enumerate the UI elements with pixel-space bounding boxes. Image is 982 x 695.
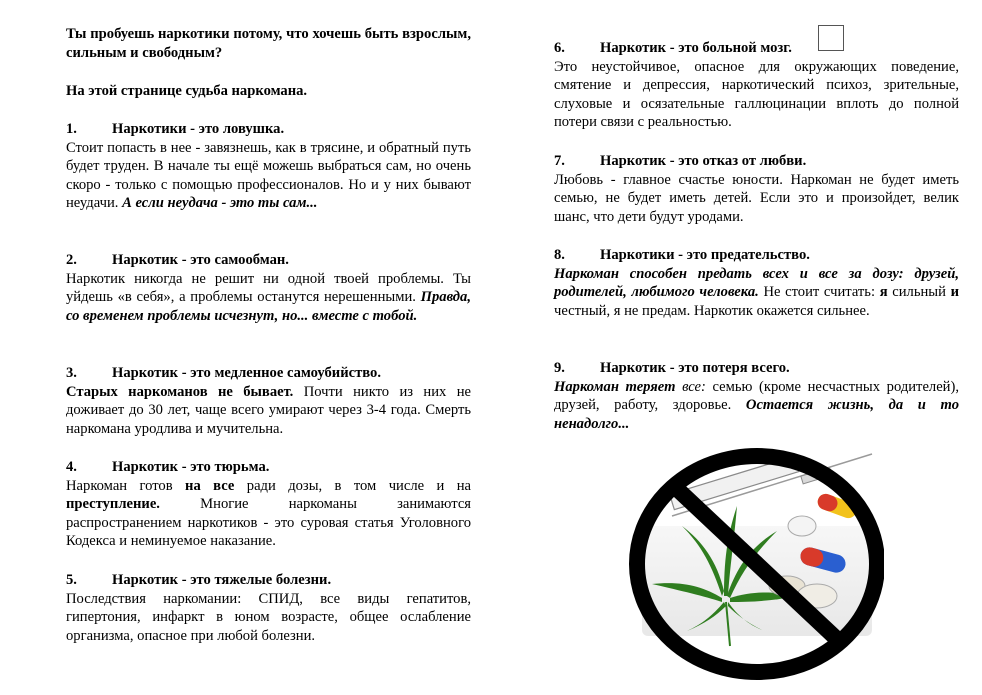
section-6-number: 6. [554, 40, 565, 56]
section-1 [66, 120, 471, 213]
section-4-title: Наркотик - это тюрьма. [112, 459, 270, 475]
section-8 [554, 246, 959, 320]
section-6 [554, 39, 959, 132]
section-2-emphasis: Правда, со временем проблемы исчезнут, но... вместе с тобой. [66, 289, 471, 324]
section-3-number: 3. [66, 365, 77, 381]
section-6-body: Это неустойчивое, опасное для окружающих поведение, смятение и депрессия, наркотический психоз, зрительные, слуховые и осязательные галлюцинации вплоть до полной потери связи с реальностью. [554, 58, 959, 131]
section-2-text [66, 270, 471, 326]
section-2-number: 2. [66, 252, 77, 268]
section-4-body-c: ради дозы, в том числе и на [246, 477, 472, 494]
section-6-text [554, 58, 959, 132]
section-8-bold-a: я [879, 284, 888, 301]
section-9-body: семью (кроме несчастных родителей), друзей, работу, здоровье. [554, 378, 959, 414]
section-5-body: Последствия наркомании: СПИД, все виды гепатитов, гипертония, инфаркт в юном возрасте, общее ослабление организма, опасное при любой болезни. [66, 590, 471, 644]
section-5-text [66, 590, 471, 646]
section-4-body-e: Многие наркоманы занимаются распространением наркотиков - это суровая статья Уголовного Кодекса и неминуемое наказание. [66, 496, 472, 550]
section-9-emphasis: Наркоман теряет [554, 378, 676, 395]
section-8-title: Наркотики - это предательство. [600, 247, 810, 263]
section-7 [554, 152, 959, 226]
section-1-emphasis: А если неудача - это ты сам... [122, 195, 318, 212]
section-9-italic: все: [682, 378, 706, 395]
section-9-number: 9. [554, 360, 565, 376]
section-4-body-a: Наркоман готов [66, 477, 173, 494]
section-9 [554, 359, 959, 433]
intro-subtitle: На этой странице судьба наркомана. [66, 83, 308, 99]
section-8-body-a: Не стоит считать: [763, 284, 876, 301]
section-9-emphasis-2: Остается жизнь, да и то ненадолго... [554, 397, 959, 432]
section-6-heading [554, 39, 959, 58]
section-2-heading [66, 251, 471, 270]
section-9-text [554, 378, 959, 434]
section-5-number: 5. [66, 572, 77, 588]
section-1-text [66, 139, 471, 213]
section-8-emphasis: Наркоман способен предать всех и все за дозу: друзей, родителей, любимого человека. [554, 265, 959, 301]
section-7-body: Любовь - главное счастье юности. Наркоман не будет иметь семью, не будет иметь детей. Если это и произойдет, велик шанс, что дети будут уродами. [554, 171, 959, 225]
section-8-heading [554, 246, 959, 265]
section-2 [66, 251, 471, 325]
section-1-number: 1. [66, 121, 77, 137]
no-drugs-illustration [612, 446, 884, 686]
section-4-bold-b: преступление. [66, 496, 160, 513]
section-7-text [554, 171, 959, 227]
section-8-bold-b: и [950, 284, 960, 301]
section-6-title: Наркотик - это больной мозг. [600, 40, 792, 56]
section-3-heading [66, 364, 471, 383]
section-4-number: 4. [66, 459, 77, 475]
section-9-title: Наркотик - это потеря всего. [600, 360, 790, 376]
section-7-heading [554, 152, 959, 171]
section-8-text [554, 265, 959, 321]
section-1-heading [66, 120, 471, 139]
section-2-title: Наркотик - это самообман. [112, 252, 289, 268]
section-4-heading [66, 458, 471, 477]
section-4-bold-a: на все [185, 477, 235, 494]
section-3-title: Наркотик - это медленное самоубийство. [112, 365, 382, 381]
intro-question: Ты пробуешь наркотики потому, что хочешь быть взрослым, сильным и свободным? [66, 26, 471, 61]
section-8-body-c: сильный [892, 284, 946, 301]
checkbox[interactable] [818, 25, 844, 51]
section-9-heading [554, 359, 959, 378]
section-5-heading [66, 571, 471, 590]
section-3-body: Почти никто из них не доживает до 30 лет, чаще всего умирают через 3-4 года. Смерть наркомана уродлива и мучительна. [66, 383, 471, 437]
section-7-title: Наркотик - это отказ от любви. [600, 153, 807, 169]
section-3 [66, 364, 471, 438]
section-5-title: Наркотик - это тяжелые болезни. [112, 572, 332, 588]
section-4-text [66, 477, 471, 551]
section-5 [66, 571, 471, 645]
section-8-body-e: честный, я не предам. Наркотик окажется сильнее. [554, 302, 870, 319]
section-3-text [66, 383, 471, 439]
section-8-number: 8. [554, 247, 565, 263]
backdrop-shadow [642, 526, 872, 636]
section-1-title: Наркотики - это ловушка. [112, 121, 285, 137]
section-1-body: Стоит попасть в нее - завязнешь, как в трясине, и обратный путь будет труден. В начале ты ещё можешь выбраться сам, но очень скоро - только с помощью профессионалов. Но и у них бывают неудачи. [66, 139, 471, 212]
section-4 [66, 458, 471, 551]
section-3-bold: Старых наркоманов не бывает. [66, 383, 294, 400]
section-7-number: 7. [554, 153, 565, 169]
section-2-body: Наркотик никогда не решит ни одной твоей проблемы. Ты уйдешь «в себя», а проблемы останутся нерешенными. [66, 270, 471, 306]
